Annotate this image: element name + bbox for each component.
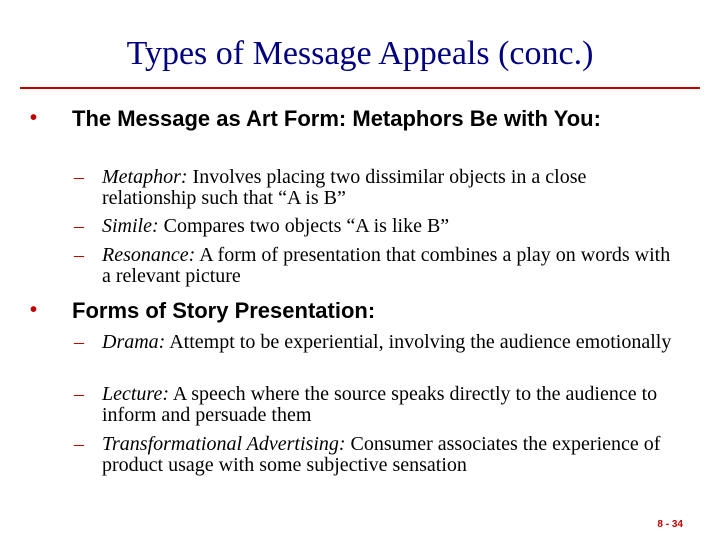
term-label: Metaphor:	[102, 166, 188, 188]
list-item-text	[102, 216, 682, 237]
slide-title: Types of Message Appeals (conc.)	[126, 35, 594, 72]
section-heading-text: Forms of Story Presentation:	[72, 298, 376, 323]
list-item-drama	[74, 332, 682, 353]
term-label: Resonance:	[102, 244, 196, 266]
bullet-glyph: •	[30, 299, 38, 321]
section-heading-text: The Message as Art Form: Metaphors Be with You:	[72, 106, 601, 131]
dash-glyph: –	[74, 383, 84, 405]
section-heading-story-presentation	[30, 300, 712, 322]
term-label: Transformational Advertising:	[102, 433, 346, 455]
list-item-resonance	[74, 245, 682, 287]
page-number: 8 - 34	[657, 519, 683, 530]
term-label: Lecture:	[102, 383, 170, 405]
list-item-text	[102, 245, 682, 287]
term-definition: Consumer associates the experience of product usage with some subjective sensation	[102, 433, 661, 476]
list-item-metaphor	[74, 167, 682, 209]
term-definition: A speech where the source speaks directly to the audience to inform and persuade them	[102, 383, 658, 426]
list-item-text	[102, 332, 682, 353]
section-heading-art-form	[30, 108, 712, 130]
bullet-glyph: •	[30, 107, 38, 129]
dash-glyph: –	[74, 331, 84, 353]
dash-glyph: –	[74, 166, 84, 188]
list-item-text	[102, 384, 682, 426]
dash-glyph: –	[74, 244, 84, 266]
term-definition: Compares two objects “A is like B”	[158, 215, 450, 237]
term-definition: Attempt to be experiential, involving the audience emotionally	[165, 331, 672, 353]
term-definition: Involves placing two dissimilar objects in a close relationship such that “A is B”	[102, 166, 587, 209]
list-item-transformational-advertising	[74, 434, 682, 476]
list-item-lecture	[74, 384, 682, 426]
term-definition: A form of presentation that combines a play on words with a relevant picture	[102, 244, 671, 287]
term-label: Drama:	[102, 331, 166, 353]
list-item-text	[102, 167, 682, 209]
title-divider	[20, 87, 700, 89]
dash-glyph: –	[74, 215, 84, 237]
dash-glyph: –	[74, 433, 84, 455]
term-label: Simile:	[102, 215, 159, 237]
list-item-simile	[74, 216, 682, 237]
list-item-text	[102, 434, 682, 476]
